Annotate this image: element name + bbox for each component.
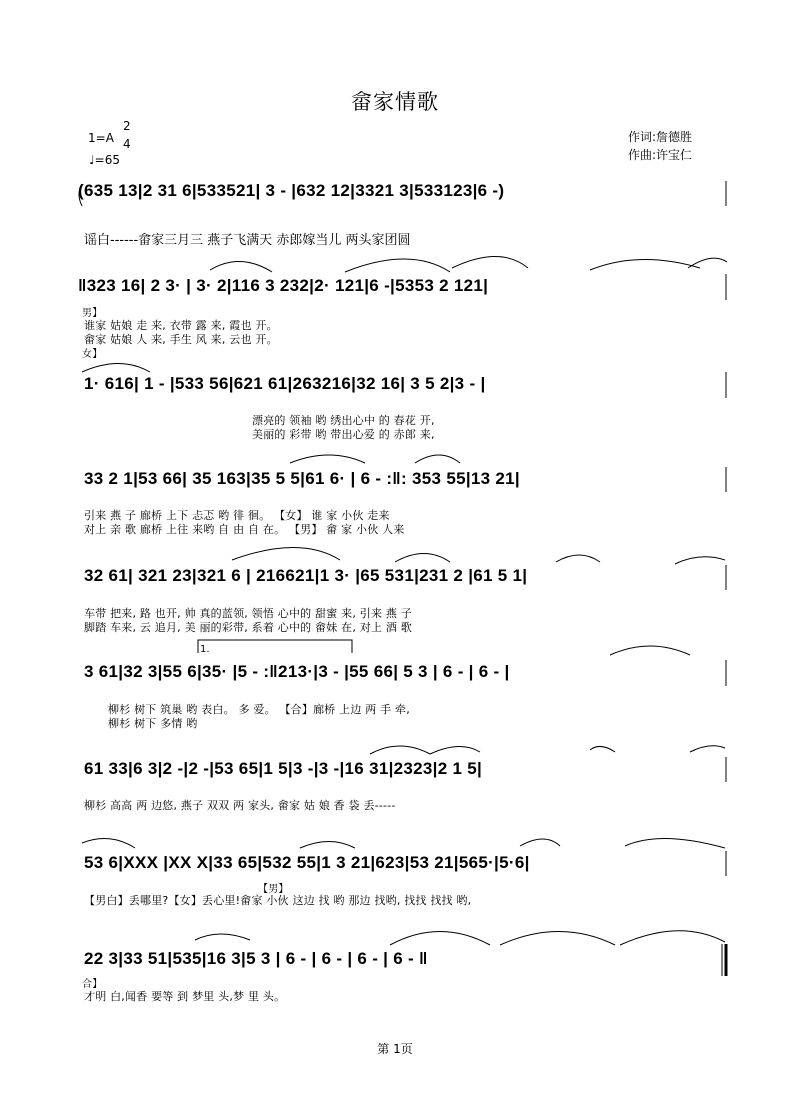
- notation-line-2: ‖323 16| 2 3· | 3· 2|116 3 232|2· 121|6 -|5353 2 121|: [78, 276, 489, 295]
- slur: [210, 261, 272, 272]
- page-title: 畲家情歌: [351, 90, 439, 114]
- lyric-line-5b: 脚踏 车来, 云 追月, 美 丽的彩带, 系着 心中的 畲妹 在, 对上 酒 歌: [84, 621, 412, 634]
- bracket: [79, 184, 82, 206]
- slur: [395, 554, 450, 563]
- key-signature: 1=A: [88, 131, 114, 145]
- slur: [300, 842, 355, 849]
- slur: [345, 259, 450, 272]
- notation-line-4: 33 2 1|53 66| 35 163|35 5 5|61 6· | 6 - :‖: 353 55|13 21|: [84, 469, 520, 488]
- composer-credit: 作曲:许宝仁: [628, 148, 693, 162]
- lyric-line-6b: 柳杉 树下 多情 哟: [108, 717, 198, 730]
- slur: [390, 932, 490, 946]
- page-number: 第 1页: [377, 1042, 413, 1056]
- singer-label-female: 女】: [82, 349, 103, 360]
- lyric-line-7a: 柳杉 高高 两 边悠, 燕子 双双 两 家头, 畲家 姑 娘 香 袋 丢-----: [84, 799, 396, 812]
- slur: [430, 746, 480, 754]
- notation-line-9: 22 3|33 51|535|16 3|5 3 | 6 - | 6 - | 6 - | 6 - ‖: [84, 949, 428, 968]
- singer-label-male-2: 【男】: [258, 884, 289, 895]
- volta-bracket: [198, 640, 352, 653]
- lyric-line-8a: 【男白】丢哪里?【女】丢心里!畲家 小伙 这边 找 哟 那边 找哟, 找找 找找 哟,: [84, 894, 472, 907]
- slur: [520, 839, 560, 846]
- lyric-line-9a: 才明 白,闻香 要等 到 梦里 头,梦 里 头。: [84, 990, 286, 1003]
- lyric-line-3a: 漂亮的 领袖 哟 绣出心中 的 春花 开,: [252, 414, 435, 427]
- lyric-line-2a: 谁家 姑娘 走 来, 衣带 露 来, 霞也 开。: [84, 319, 278, 332]
- slur: [500, 932, 615, 946]
- slur: [290, 455, 365, 463]
- notation-line-7: 61 33|6 3|2 -|2 -|53 65|1 5|3 -|3 -|16 31|2323|2 1 5|: [84, 759, 483, 778]
- notation-line-6: 3 61|32 3|55 6|35· |5 - :‖213·|3 - |55 66| 5 3 | 6 - | 6 - |: [84, 662, 510, 681]
- lyricist-credit: 作词:詹德胜: [628, 130, 693, 144]
- slur: [690, 746, 725, 752]
- notation-line-5: 32 61| 321 23|321 6 | 216621|1 3· |65 531|231 2 |61 5 1|: [84, 566, 528, 585]
- lyric-line-1a: 谣白------畲家三月三 燕子飞满天 赤郎嫁当儿 两头家团圆: [84, 233, 411, 248]
- lyric-line-3b: 美丽的 彩带 哟 带出心爱 的 赤郎 来,: [252, 428, 435, 441]
- slur: [625, 838, 725, 848]
- notation-line-8: 53 6|XXX |XX X|33 65|532 55|1 3 21|623|53 21|565·|5·6|: [84, 853, 530, 872]
- slur: [590, 259, 700, 270]
- lyric-line-4a: 引来 燕 子 廊桥 上下 忐忑 哟 徘 徊。 【女】 谁 家 小伙 走来: [84, 509, 390, 522]
- slur: [82, 364, 150, 373]
- singer-label-male: 男】: [82, 308, 103, 319]
- slur: [556, 555, 600, 562]
- notation-line-3: 1· 616| 1 - |533 56|621 61|263216|32 16| 3 5 2|3 - |: [84, 374, 486, 393]
- notation-line-1: (635 13|2 31 6|533521| 3 - |632 12|3321 3|533123|6 -): [78, 181, 505, 200]
- slur: [610, 646, 690, 655]
- tempo-marking: ♩=65: [89, 153, 120, 167]
- volta-label: 1.: [200, 644, 210, 655]
- slur: [675, 557, 725, 564]
- lyric-line-5a: 车带 把来, 路 也开, 帅 真的蓝领, 领悟 心中的 甜蜜 来, 引来 燕 子: [84, 607, 412, 620]
- slur: [415, 455, 460, 463]
- singer-label-chorus: 合】: [82, 979, 103, 990]
- slur: [82, 839, 135, 848]
- lyric-line-6a: 柳杉 树下 筑巢 哟 表白。 多 爱。 【合】廊桥 上边 两 手 牵,: [108, 703, 410, 716]
- slur: [620, 931, 725, 945]
- time-signature-bottom: 4: [123, 137, 131, 151]
- slur: [590, 746, 615, 752]
- time-signature-top: 2: [123, 119, 131, 133]
- slur: [232, 548, 340, 561]
- slur: [195, 934, 250, 940]
- lyric-line-2b: 畲家 姑娘 人 来, 手生 风 来, 云也 开。: [84, 333, 278, 346]
- lyric-line-4b: 对上 亲 歌 廊桥 上往 来哟 自 由 自 在。 【男】 畲 家 小伙 人来: [84, 523, 405, 536]
- slur: [452, 257, 528, 269]
- slur: [370, 746, 430, 754]
